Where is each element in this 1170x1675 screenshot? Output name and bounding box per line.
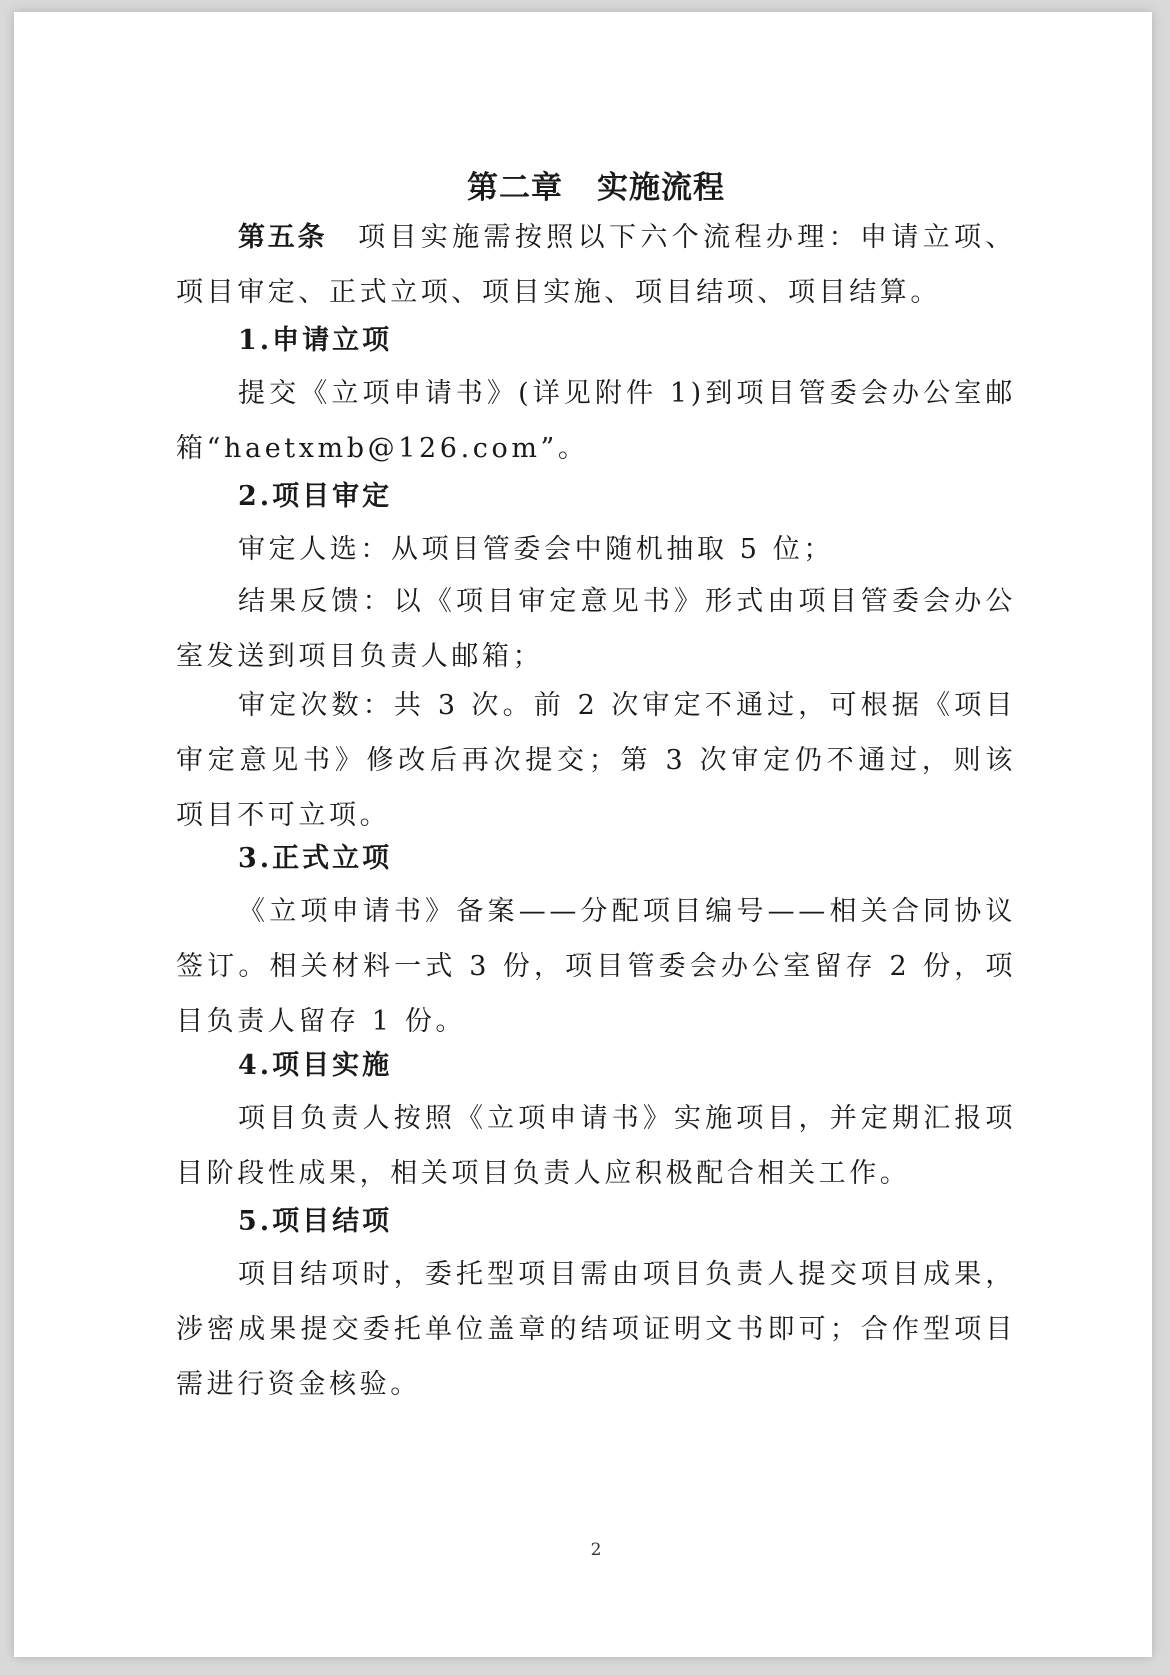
article-text: 项目实施需按照以下六个流程办理：申请立项、项目审定、正式立项、项目实施、项目结项、项目结算。 bbox=[176, 222, 1017, 308]
chapter-name: 实施流程 bbox=[597, 170, 725, 206]
chapter-number: 第二章 bbox=[467, 170, 563, 206]
section-1-paragraph-1: 提交《立项申请书》(详见附件 1)到项目管委会办公室邮箱“haetxmb@126.com”。 bbox=[176, 378, 1016, 464]
section-2-paragraph-2: 结果反馈：以《项目审定意见书》形式由项目管委会办公室发送到项目负责人邮箱； bbox=[176, 586, 1016, 672]
section-2-paragraph-1: 审定人选：从项目管委会中随机抽取 5 位； bbox=[238, 534, 834, 565]
section-heading-1: 1.申请立项 bbox=[238, 325, 393, 356]
page-number: 2 bbox=[590, 1540, 602, 1560]
chapter-title bbox=[176, 162, 1016, 207]
section-2-paragraph-3: 审定次数：共 3 次。前 2 次审定不通过，可根据《项目审定意见书》修改后再次提交；第 3 次审定仍不通过，则该项目不可立项。 bbox=[176, 690, 1016, 831]
section-heading-2: 2.项目审定 bbox=[238, 481, 393, 512]
section-3-paragraph-1: 《立项申请书》备案——分配项目编号——相关合同协议签订。相关材料一式 3 份，项目管委会办公室留存 2 份，项目负责人留存 1 份。 bbox=[176, 896, 1016, 1037]
section-4-paragraph-1: 项目负责人按照《立项申请书》实施项目，并定期汇报项目阶段性成果，相关项目负责人应积极配合相关工作。 bbox=[176, 1103, 1016, 1189]
section-heading-4: 4.项目实施 bbox=[238, 1050, 393, 1081]
section-5-paragraph-1: 项目结项时，委托型项目需由项目负责人提交项目成果，涉密成果提交委托单位盖章的结项证明文书即可；合作型项目需进行资金核验。 bbox=[176, 1259, 1016, 1400]
document-page bbox=[14, 12, 1152, 1657]
article-label: 第五条 bbox=[238, 222, 328, 253]
article-paragraph bbox=[176, 210, 1016, 320]
section-heading-5: 5.项目结项 bbox=[238, 1206, 393, 1237]
section-heading-3: 3.正式立项 bbox=[238, 843, 393, 874]
